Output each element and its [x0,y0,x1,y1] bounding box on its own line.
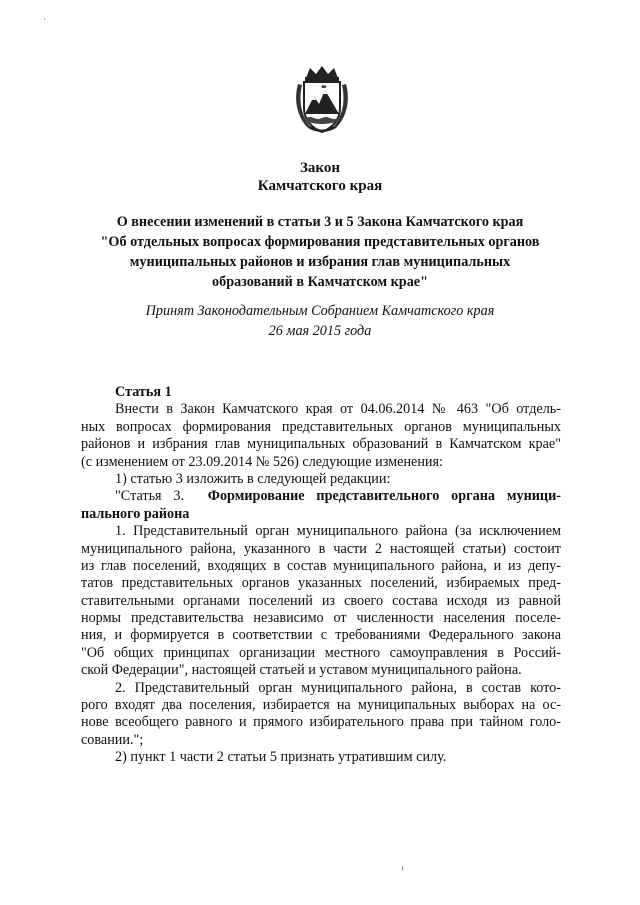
body-line: ния, и формируется в соответствии с требованиями Федерального закона [81,627,561,644]
body-line: ской Федерации", настоящей статьей и уставом муниципального района. [81,662,522,679]
law-title-line: муниципальных районов и избрания глав муниципальных [129,254,511,270]
law-label: Закон [299,160,340,176]
body-line: муниципального района, указанного в части 2 настоящей статьи) состоит [81,540,561,557]
body-line: нове всеобщего равного и прямого избирательного права при тайном голо- [81,714,561,731]
body-line: нормы представительства независимо от численности населения поселе- [81,610,561,627]
body-line: ных вопросах формирования представительных органов муниципальных [81,418,561,435]
scan-speck [44,18,45,20]
sub-article-heading [81,488,561,505]
body-line: из глав поселений, входящих в состав муниципального района, и из депу- [81,557,561,574]
kamchatka-coat-of-arms-icon [292,64,352,136]
adoption-note-line: Принят Законодательным Собранием Камчатского края [145,303,495,319]
law-title-line: образований в Камчатском крае" [212,274,428,290]
body-line: Внести в Закон Камчатского края от 04.06.2014 № 463 "Об отдель- [115,401,561,418]
body-line: 2. Представительный орган муниципального района, в состав кото- [115,679,561,696]
scan-speck [402,866,403,871]
adoption-date: 26 мая 2015 года [268,323,372,339]
body-line: 1) статью 3 изложить в следующей редакции: [115,470,391,487]
law-title [60,212,580,292]
adoption-note [60,301,580,341]
body-line: совании."; [81,731,144,748]
body-line: пального района [81,505,190,522]
article-body [81,384,561,767]
body-line: рого входят два поселения, избирается на муниципальных выборах на ос- [81,697,561,714]
body-line: районов и избрания глав муниципальных образований в Камчатском крае" [81,436,561,453]
body-line: татов представительных органов указанных поселений, избираемых пред- [81,575,561,592]
body-line: ставительными органами поселений из своего состава исходя из равной [81,592,561,609]
sub-article-number: "Статья 3. [115,488,185,505]
sub-article-title: Формирование представительного органа муници- [207,488,561,505]
body-line: 2) пункт 1 части 2 статьи 5 признать утратившим силу. [115,749,447,766]
article-heading: Статья 1 [115,384,172,400]
body-line: 1. Представительный орган муниципального района (за исключением [115,523,561,540]
body-line: "Об общих принципах организации местного самоуправления в Россий- [81,644,561,661]
body-line: (с изменением от 23.09.2014 № 526) следующие изменения: [81,453,443,470]
region-label: Камчатского края [257,178,383,194]
law-title-line: "Об отдельных вопросах формирования представительных органов [100,234,540,250]
law-title-line: О внесении изменений в статьи 3 и 5 Закона Камчатского края [116,214,524,230]
